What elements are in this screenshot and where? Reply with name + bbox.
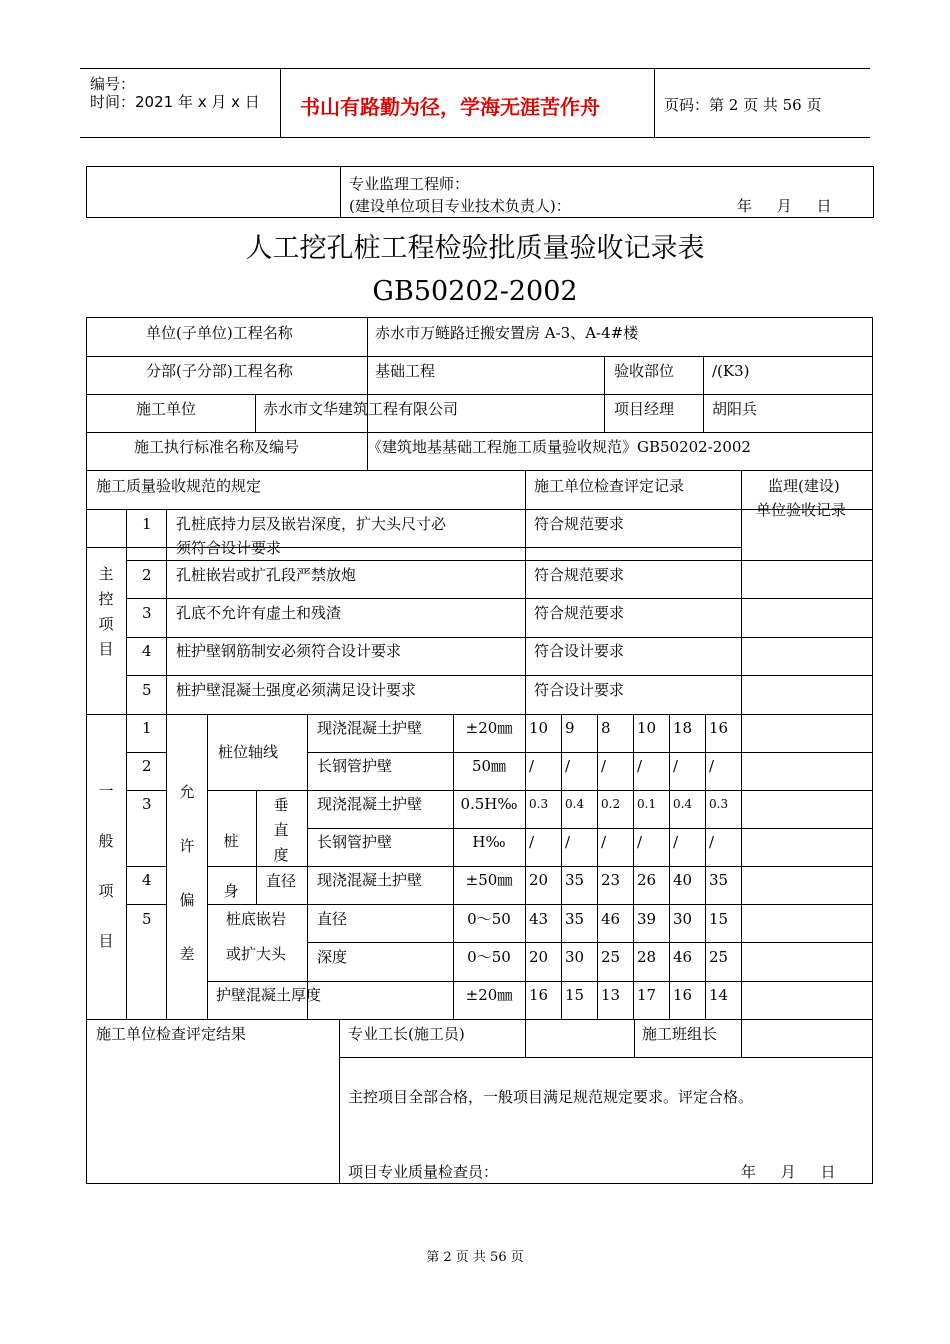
measured-value: 16 bbox=[709, 719, 729, 737]
row-tolerance: 50㎜ bbox=[471, 757, 507, 775]
owner-tech-lead-label: (建设单位项目专业技术负责人)： bbox=[349, 197, 571, 215]
row-tolerance: H‰ bbox=[472, 833, 506, 851]
main-item-text: 孔桩底持力层及嵌岩深度，扩大头尺寸必 bbox=[176, 515, 447, 533]
pile-body-label: 桩身 bbox=[223, 832, 239, 900]
doc-time-label: 时间：2021 年 x 月 x 日 bbox=[90, 93, 260, 111]
measured-value: 0.1 bbox=[637, 797, 657, 811]
measured-value: / bbox=[637, 833, 643, 851]
standard-code: GB50202-2002 bbox=[372, 276, 578, 307]
conclusion-date: 年 月 日 bbox=[741, 1163, 836, 1181]
row-description: 深度 bbox=[317, 948, 348, 966]
row-description: 现浇混凝土护壁 bbox=[317, 795, 423, 813]
measured-value: 18 bbox=[673, 719, 693, 737]
body-diameter-label: 直径 bbox=[266, 872, 297, 890]
measured-value: 16 bbox=[673, 986, 693, 1004]
main-item-text: 桩护壁混凝土强度必须满足设计要求 bbox=[176, 681, 417, 699]
row-description: 长钢管护壁 bbox=[317, 757, 393, 775]
measured-value: 14 bbox=[709, 986, 729, 1004]
row-description: 现浇混凝土护壁 bbox=[317, 719, 423, 737]
main-item-text-cont: 须符合设计要求 bbox=[176, 539, 282, 557]
main-control-label: 主控项目 bbox=[98, 565, 114, 658]
general-item-no: 1 bbox=[142, 719, 152, 737]
general-item-no: 4 bbox=[142, 871, 152, 889]
allowed-deviation-label: 允许偏差 bbox=[179, 783, 195, 963]
verticality-label: 垂直度 bbox=[273, 796, 289, 864]
measured-value: 17 bbox=[637, 986, 657, 1004]
pile-axis-label: 桩位轴线 bbox=[218, 743, 279, 761]
measured-value: / bbox=[565, 833, 571, 851]
general-item-no: 3 bbox=[142, 795, 152, 813]
row-tolerance: ±20㎜ bbox=[465, 986, 513, 1004]
measured-value: 35 bbox=[565, 871, 585, 889]
doc-number-label: 编号： bbox=[90, 75, 136, 93]
standard-label: 施工执行标准名称及编号 bbox=[134, 438, 300, 456]
main-item-result: 符合规范要求 bbox=[534, 566, 625, 584]
main-item-no: 3 bbox=[142, 604, 152, 622]
measured-value: 15 bbox=[565, 986, 585, 1004]
measured-value: / bbox=[673, 833, 679, 851]
row-tolerance: ±20㎜ bbox=[465, 719, 513, 737]
measured-value: 0.3 bbox=[709, 797, 729, 811]
measured-value: / bbox=[601, 833, 607, 851]
measured-value: / bbox=[709, 757, 715, 775]
main-item-text: 孔底不允许有虚土和残渣 bbox=[176, 604, 342, 622]
supervision-column-header: 监理(建设) bbox=[768, 477, 840, 495]
measured-value: / bbox=[673, 757, 679, 775]
measured-value: 30 bbox=[673, 910, 693, 928]
measured-value: 46 bbox=[673, 948, 693, 966]
main-item-no: 2 bbox=[142, 566, 152, 584]
page-footer: 第 2 页 共 56 页 bbox=[426, 1250, 524, 1265]
evaluation-text: 主控项目全部合格，一般项目满足规范规定要求。评定合格。 bbox=[348, 1088, 754, 1106]
measured-value: / bbox=[637, 757, 643, 775]
measured-value: / bbox=[601, 757, 607, 775]
general-item-no: 5 bbox=[142, 910, 152, 928]
team-leader-label: 施工班组长 bbox=[642, 1025, 718, 1043]
project-manager-label: 项目经理 bbox=[614, 400, 675, 418]
document-title: 人工挖孔桩工程检验批质量验收记录表 bbox=[245, 233, 705, 264]
measured-value: 30 bbox=[565, 948, 585, 966]
measured-value: 43 bbox=[529, 910, 549, 928]
row-tolerance: 0.5H‰ bbox=[460, 795, 518, 813]
row-tolerance: 0～50 bbox=[467, 948, 511, 966]
signature-date: 年 月 日 bbox=[737, 197, 832, 215]
measured-value: 13 bbox=[601, 986, 621, 1004]
measured-value: 20 bbox=[529, 948, 549, 966]
main-item-result: 符合设计要求 bbox=[534, 642, 625, 660]
measured-value: 25 bbox=[601, 948, 621, 966]
row-description: 长钢管护壁 bbox=[317, 833, 393, 851]
supervising-engineer-label: 专业监理工程师： bbox=[349, 175, 470, 193]
quality-inspector-label: 项目专业质量检查员： bbox=[348, 1163, 499, 1181]
signature-table bbox=[86, 166, 874, 218]
measured-value: 9 bbox=[565, 719, 575, 737]
unit-project-label: 单位(子单位)工程名称 bbox=[146, 324, 293, 342]
general-item-no: 2 bbox=[142, 757, 152, 775]
measured-value: / bbox=[529, 833, 535, 851]
main-item-no: 4 bbox=[142, 642, 152, 660]
measured-value: / bbox=[565, 757, 571, 775]
main-item-no: 1 bbox=[142, 515, 152, 533]
measured-value: 10 bbox=[637, 719, 657, 737]
unit-project-value: 赤水市万鲢路迁搬安置房 A-3、A-4#楼 bbox=[375, 324, 639, 342]
supervision-column-subheader: 单位验收记录 bbox=[756, 501, 847, 519]
record-column-header: 施工单位检查评定记录 bbox=[534, 477, 685, 495]
main-item-text: 孔桩嵌岩或扩孔段严禁放炮 bbox=[176, 566, 357, 584]
standard-value: 《建筑地基基础工程施工质量验收规范》GB50202-2002 bbox=[367, 438, 751, 456]
measured-value: 0.2 bbox=[601, 797, 621, 811]
measured-value: 8 bbox=[601, 719, 611, 737]
general-items-label: 一般项目 bbox=[98, 782, 114, 950]
measured-value: 46 bbox=[601, 910, 621, 928]
measured-value: 16 bbox=[529, 986, 549, 1004]
header-page-info: 页码：第 2 页 共 56 页 bbox=[664, 96, 822, 114]
row-description: 直径 bbox=[317, 910, 348, 928]
measured-value: 40 bbox=[673, 871, 693, 889]
measured-value: 0.4 bbox=[673, 797, 693, 811]
inspection-part-label: 验收部位 bbox=[614, 362, 675, 380]
measured-value: 39 bbox=[637, 910, 657, 928]
measured-value: 0.4 bbox=[565, 797, 585, 811]
measured-value: 25 bbox=[709, 948, 729, 966]
measured-value: 35 bbox=[565, 910, 585, 928]
spec-column-header: 施工质量验收规范的规定 bbox=[96, 477, 262, 495]
row-description: 现浇混凝土护壁 bbox=[317, 871, 423, 889]
project-manager-value: 胡阳兵 bbox=[712, 400, 758, 418]
measured-value: 15 bbox=[709, 910, 729, 928]
main-item-result: 符合规范要求 bbox=[534, 604, 625, 622]
measured-value: 0.3 bbox=[529, 797, 549, 811]
row-tolerance: 0～50 bbox=[467, 910, 511, 928]
header-motto: 书山有路勤为径，学海无涯苦作舟 bbox=[300, 95, 600, 119]
contractor-value: 赤水市文华建筑工程有限公司 bbox=[263, 400, 459, 418]
main-item-result: 符合设计要求 bbox=[534, 681, 625, 699]
pile-bottom-label-cont: 或扩大头 bbox=[226, 945, 287, 963]
row-tolerance: ±50㎜ bbox=[465, 871, 513, 889]
main-item-result: 符合规范要求 bbox=[534, 515, 625, 533]
measured-value: 28 bbox=[637, 948, 657, 966]
pile-bottom-label: 桩底嵌岩 bbox=[226, 910, 287, 928]
measured-value: 20 bbox=[529, 871, 549, 889]
inspection-part-value: /(K3) bbox=[712, 362, 750, 380]
measured-value: 35 bbox=[709, 871, 729, 889]
division-value: 基础工程 bbox=[375, 362, 436, 380]
division-label: 分部(子分部)工程名称 bbox=[146, 362, 293, 380]
inspection-table bbox=[86, 317, 873, 1183]
foreman-label: 专业工长(施工员) bbox=[348, 1025, 465, 1043]
measured-value: 23 bbox=[601, 871, 621, 889]
main-item-text: 桩护壁钢筋制安必须符合设计要求 bbox=[176, 642, 402, 660]
measured-value: / bbox=[529, 757, 535, 775]
row-description: 护壁混凝土厚度 bbox=[216, 986, 322, 1004]
page-header bbox=[80, 68, 870, 138]
measured-value: 10 bbox=[529, 719, 549, 737]
measured-value: 26 bbox=[637, 871, 657, 889]
contractor-label: 施工单位 bbox=[136, 400, 197, 418]
main-item-no: 5 bbox=[142, 681, 152, 699]
contractor-result-label: 施工单位检查评定结果 bbox=[96, 1025, 247, 1043]
measured-value: / bbox=[709, 833, 715, 851]
